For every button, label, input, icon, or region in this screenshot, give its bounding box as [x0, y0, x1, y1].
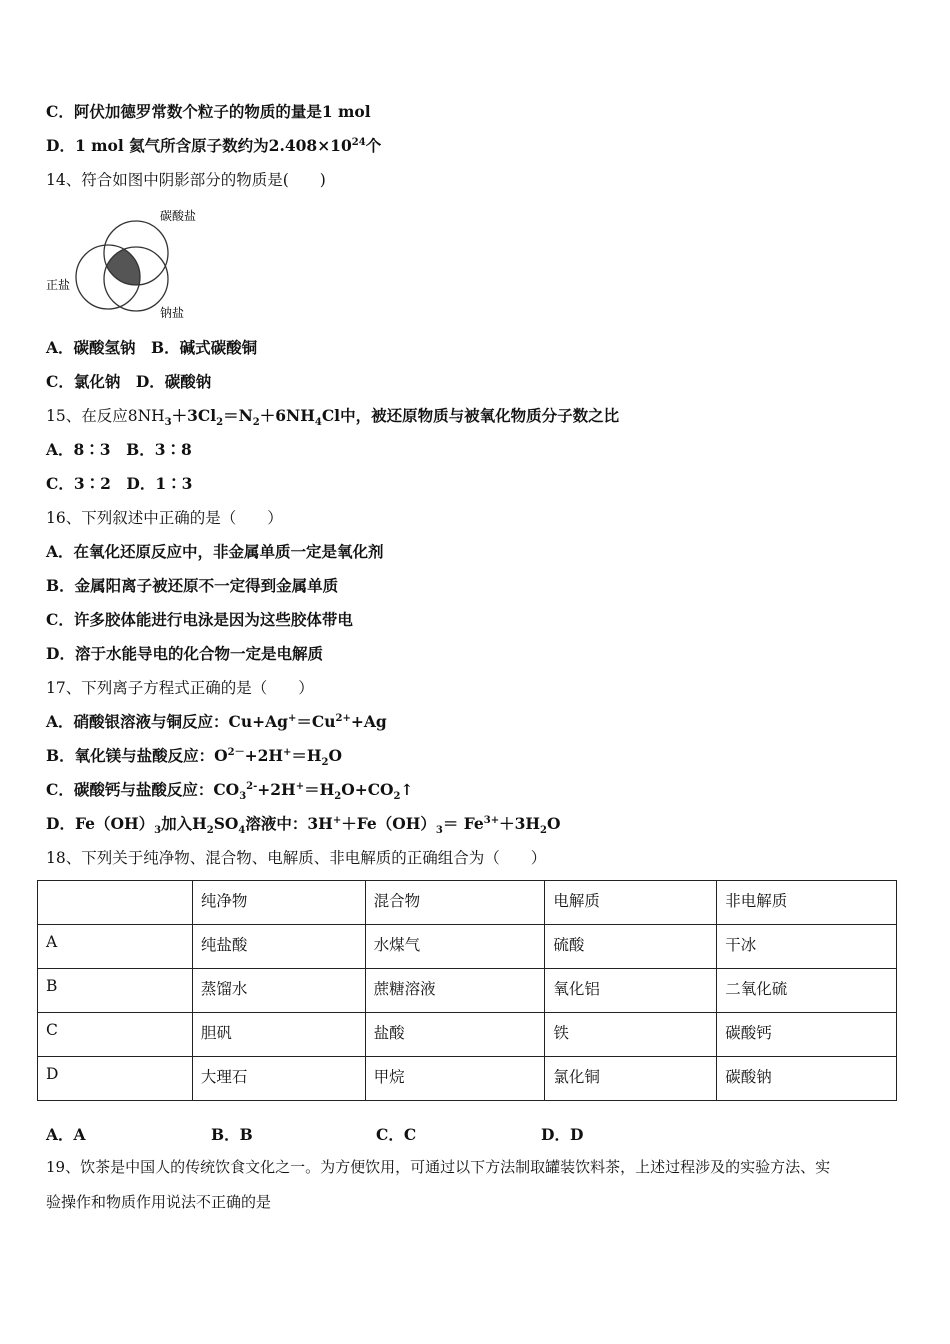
table-cell: A — [38, 925, 193, 969]
table-row — [38, 969, 897, 1013]
table-cell: 纯盐酸 — [192, 925, 365, 969]
subscript: 3 — [435, 825, 443, 837]
q19-stem-line2: 验操作和物质作用说法不正确的是 — [46, 1193, 272, 1211]
stem-part: ＋3Cl — [171, 406, 217, 425]
q17-stem: 17、下列离子方程式正确的是（ ） — [46, 679, 314, 697]
venn-label-bottom: 钠盐 — [160, 306, 185, 320]
q15-options-row2: C．3∶2 D．1∶3 — [46, 474, 193, 493]
header-cell: 混合物 — [365, 881, 545, 925]
superscript: 2－ — [227, 746, 245, 758]
eq-part: ＝Cu — [296, 712, 336, 731]
header-cell — [38, 881, 193, 925]
answer-option-c: C．C — [376, 1125, 417, 1144]
table-cell: 盐酸 — [365, 1013, 545, 1057]
header-cell: 非电解质 — [717, 881, 897, 925]
option-text: 阿伏加德罗常数个粒子的物质的量是1 mol — [73, 102, 371, 121]
table-header-row — [38, 881, 897, 925]
subscript: 2 — [334, 791, 342, 803]
eq-part: +Ag — [350, 712, 387, 731]
venn-diagram — [44, 205, 214, 330]
venn-label-left: 正盐 — [46, 278, 71, 292]
table-row — [38, 925, 897, 969]
q17-option-c — [46, 780, 414, 803]
stem-part: Cl中，被还原物质与被氧化物质分子数之比 — [321, 406, 620, 425]
q16-option-d: D．溶于水能导电的化合物一定是电解质 — [46, 644, 323, 663]
q16-stem: 16、下列叙述中正确的是（ ） — [46, 509, 283, 527]
header-cell: 纯净物 — [192, 881, 365, 925]
q18-table — [37, 880, 897, 1101]
subscript: 3 — [239, 791, 247, 803]
option-text: 1 mol 氦气所含原子数约为2.408×10 — [74, 136, 352, 155]
superscript: + — [287, 712, 297, 724]
eq-part: SO — [213, 814, 239, 833]
stem-part: ＝N — [223, 406, 253, 425]
table-cell: 硫酸 — [545, 925, 717, 969]
eq-part: +2H — [244, 746, 283, 765]
eq-part: ＝H — [304, 780, 335, 799]
superscript: + — [295, 780, 305, 792]
eq-part: ＝ Fe — [442, 814, 484, 833]
table-cell: 氯化铜 — [545, 1057, 717, 1101]
q15-stem — [46, 406, 620, 429]
superscript: 2- — [246, 780, 258, 792]
subscript: 2 — [252, 417, 260, 429]
option-label: C． — [46, 102, 74, 121]
superscript: 2+ — [335, 712, 351, 724]
superscript: + — [283, 746, 292, 758]
table-cell: 蒸馏水 — [192, 969, 365, 1013]
table-row — [38, 1057, 897, 1101]
q17-option-d — [46, 814, 561, 837]
eq-part: D．Fe（OH） — [46, 814, 155, 833]
q16-option-b: B．金属阳离子被还原不一定得到金属单质 — [46, 576, 339, 595]
superscript: 24 — [351, 136, 366, 148]
table-cell: C — [38, 1013, 193, 1057]
eq-part: A．硝酸银溶液与铜反应：Cu+Ag — [46, 712, 288, 731]
superscript: + — [332, 814, 342, 826]
venn-label-top: 碳酸盐 — [160, 209, 197, 223]
q17-option-b — [46, 746, 343, 769]
eq-part: O — [547, 814, 561, 833]
option-label: D． — [46, 136, 75, 155]
subscript: 2 — [206, 825, 214, 837]
eq-part: ＋Fe（OH） — [341, 814, 436, 833]
superscript: 3+ — [483, 814, 500, 826]
table-cell: 碳酸钙 — [717, 1013, 897, 1057]
q13-option-c — [46, 102, 371, 122]
subscript: 2 — [321, 757, 329, 769]
eq-part: +2H — [257, 780, 296, 799]
q17-option-a — [46, 712, 387, 732]
answer-option-b: B．B — [211, 1125, 253, 1144]
subscript: 2 — [393, 791, 401, 803]
subscript: 4 — [314, 417, 322, 429]
table-cell: 铁 — [545, 1013, 717, 1057]
eq-part: C．碳酸钙与盐酸反应：CO — [46, 780, 240, 799]
table-row — [38, 1013, 897, 1057]
q19-stem-line1: 19、饮茶是中国人的传统饮食文化之一。为方便饮用，可通过以下方法制取罐装饮料茶，上述过程涉及的实验方法、实 — [46, 1158, 831, 1176]
q14-options-row2: C．氯化钠 D．碳酸钠 — [46, 372, 212, 391]
table-cell: 氧化铝 — [545, 969, 717, 1013]
table-cell: 二氧化硫 — [717, 969, 897, 1013]
option-text-end: 个 — [365, 136, 382, 155]
table-cell: 碳酸钠 — [717, 1057, 897, 1101]
eq-part: ↑ — [400, 780, 414, 799]
eq-part: ＋3H — [499, 814, 541, 833]
header-cell: 电解质 — [545, 881, 717, 925]
q16-option-a: A．在氧化还原反应中，非金属单质一定是氧化剂 — [46, 542, 384, 561]
table-cell: D — [38, 1057, 193, 1101]
eq-part: 加入H — [161, 814, 207, 833]
table-cell: B — [38, 969, 193, 1013]
subscript: 2 — [540, 825, 548, 837]
table-cell: 胆矾 — [192, 1013, 365, 1057]
table-cell: 甲烷 — [365, 1057, 545, 1101]
subscript: 4 — [238, 825, 246, 837]
q15-options-row1: A．8∶3 B．3∶8 — [46, 440, 192, 459]
subscript: 2 — [216, 417, 224, 429]
subscript: 3 — [154, 825, 162, 837]
subscript: 3 — [164, 417, 172, 429]
q16-option-c: C．许多胶体能进行电泳是因为这些胶体带电 — [46, 610, 353, 629]
eq-part: O — [328, 746, 343, 765]
eq-part: ＝H — [291, 746, 322, 765]
answer-option-d: D．D — [541, 1125, 584, 1144]
q18-stem: 18、下列关于纯净物、混合物、电解质、非电解质的正确组合为（ ） — [46, 849, 547, 867]
q13-option-d — [46, 136, 381, 156]
table-cell: 干冰 — [717, 925, 897, 969]
table-cell: 蔗糖溶液 — [365, 969, 545, 1013]
stem-part: ＋6NH — [259, 406, 315, 425]
q14-stem: 14、符合如图中阴影部分的物质是( ) — [46, 171, 326, 189]
eq-part: B．氧化镁与盐酸反应：O — [46, 746, 228, 765]
stem-part: 15、在反应8NH — [46, 407, 165, 425]
table-cell: 水煤气 — [365, 925, 545, 969]
eq-part: O+CO — [341, 780, 394, 799]
eq-part: 溶液中：3H — [245, 814, 333, 833]
table-cell: 大理石 — [192, 1057, 365, 1101]
q14-options-row1: A．碳酸氢钠 B．碱式碳酸铜 — [46, 338, 258, 357]
answer-option-a: A．A — [46, 1125, 86, 1144]
